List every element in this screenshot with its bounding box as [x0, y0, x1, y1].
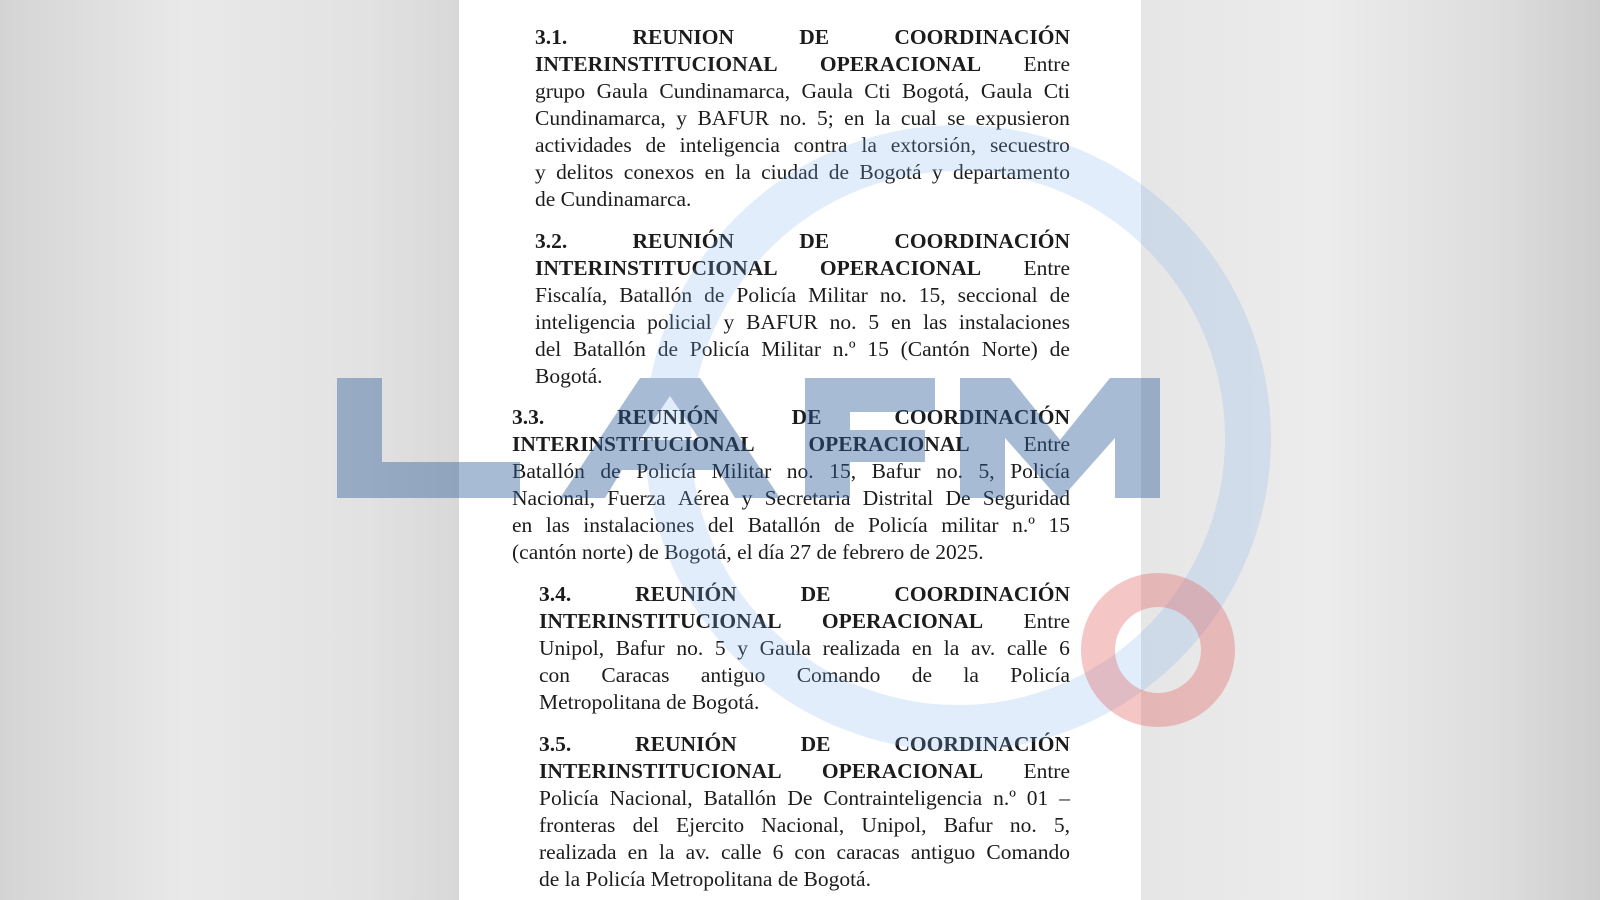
word: (Cantón: [900, 337, 970, 361]
word: la: [874, 106, 891, 130]
word: REUNION: [632, 25, 735, 49]
word: av.: [685, 840, 710, 864]
word: Unipol,: [861, 813, 927, 837]
word: 3.1.: [535, 25, 568, 49]
word: secuestro: [989, 133, 1070, 157]
document-line: [539, 812, 1070, 839]
word: Norte): [981, 337, 1038, 361]
document-line: [535, 24, 1070, 51]
word: Policía: [1010, 663, 1070, 687]
word: 5: [868, 310, 880, 334]
word: no.: [879, 283, 907, 307]
word: n.º: [1012, 513, 1035, 537]
document-line: [539, 608, 1070, 635]
document-line: [535, 255, 1070, 282]
word: BAFUR: [746, 310, 818, 334]
word: Fuerza: [607, 486, 666, 510]
word: realizada: [822, 636, 901, 660]
document-line: [535, 228, 1070, 255]
document-line: [535, 309, 1070, 336]
word: n.º: [993, 786, 1016, 810]
word: no.: [786, 459, 814, 483]
word: OPERACIONAL: [808, 432, 970, 456]
word: contra: [793, 133, 848, 157]
word: realizada: [539, 840, 617, 864]
word: no.: [829, 310, 857, 334]
word: COORDINACIÓN: [894, 25, 1070, 49]
word: Policía: [1010, 459, 1070, 483]
document-line: [535, 51, 1070, 78]
word: Cti: [1043, 79, 1070, 103]
word: Cti: [864, 79, 891, 103]
word: 3.3.: [512, 405, 545, 429]
document-line: [535, 78, 1070, 105]
background-blur-right: [1141, 0, 1600, 900]
word: DE: [800, 582, 831, 606]
word: no.: [676, 636, 704, 660]
word: Policía: [636, 459, 696, 483]
word: 3.5.: [539, 732, 572, 756]
word: REUNIÓN: [632, 229, 735, 253]
word: ciudad: [761, 160, 819, 184]
document-line: [535, 105, 1070, 132]
word: Seguridad: [982, 486, 1070, 510]
word: Comando: [986, 840, 1070, 864]
word: policial: [647, 310, 712, 334]
word: de: [645, 133, 666, 157]
word: INTERINSTITUCIONAL: [539, 759, 782, 783]
word: Gaula: [980, 79, 1033, 103]
background-blur-left: [0, 0, 459, 900]
document-page: [459, 0, 1141, 900]
document-line: [512, 512, 1070, 539]
word: inteligencia: [535, 310, 636, 334]
word: con: [539, 663, 571, 687]
word: no.: [1009, 813, 1037, 837]
document-line: [535, 336, 1070, 363]
word: la: [659, 840, 675, 864]
word: Batallón: [573, 337, 646, 361]
document-line-last: de la Policía Metropolitana de Bogotá.: [539, 867, 871, 891]
document-line-last: Metropolitana de Bogotá.: [539, 690, 760, 714]
word: y: [931, 160, 943, 184]
word: del: [535, 337, 562, 361]
word: Militar: [761, 337, 821, 361]
word: Entre: [1023, 609, 1070, 633]
word: 15: [867, 337, 889, 361]
word: actividades: [535, 133, 632, 157]
word: grupo: [535, 79, 586, 103]
word: COORDINACIÓN: [894, 229, 1070, 253]
word: del: [632, 813, 659, 837]
word: Batallón: [703, 786, 777, 810]
word: la: [735, 160, 751, 184]
word: la: [861, 133, 877, 157]
word: Nacional,: [609, 786, 693, 810]
word: DE: [799, 229, 830, 253]
word: 01: [1026, 786, 1049, 810]
word: 15,: [918, 283, 946, 307]
word: y: [737, 636, 748, 660]
word: conexos: [623, 160, 695, 184]
word: Batallón: [512, 459, 585, 483]
word: Cundinamarca,: [535, 106, 666, 130]
word: del: [707, 513, 735, 537]
word: 15: [1048, 513, 1070, 537]
word: en: [891, 310, 912, 334]
word: en: [844, 106, 865, 130]
word: Bafur: [943, 813, 993, 837]
word: Gaula: [801, 79, 853, 103]
document-line: [539, 758, 1070, 785]
document-line: [535, 282, 1070, 309]
word: se: [947, 106, 966, 130]
word: y: [741, 486, 753, 510]
document-line: [539, 635, 1070, 662]
word: 6: [1059, 636, 1070, 660]
word: 6: [772, 840, 784, 864]
word: en: [911, 636, 933, 660]
word: DE: [791, 405, 822, 429]
word: Comando: [796, 663, 881, 687]
word: REUNIÓN: [635, 732, 737, 756]
word: calle: [1006, 636, 1048, 660]
document-line: [512, 404, 1070, 431]
word: Aérea: [677, 486, 730, 510]
word: Bogotá,: [902, 79, 970, 103]
document-line-last: Bogotá.: [535, 364, 603, 388]
document-line-last: (cantón norte) de Bogotá, el día 27 de febrero de 2025.: [512, 540, 984, 564]
word: de: [704, 283, 725, 307]
word: Batallón: [619, 283, 693, 307]
word: Batallón: [747, 513, 821, 537]
word: OPERACIONAL: [819, 52, 982, 76]
word: –: [1059, 786, 1070, 810]
document-line-last: de Cundinamarca.: [535, 187, 692, 211]
word: COORDINACIÓN: [894, 582, 1070, 606]
word: Distrital: [862, 486, 934, 510]
word: inteligencia: [679, 133, 780, 157]
word: Fiscalía,: [535, 283, 608, 307]
word: Ejercito: [676, 813, 745, 837]
document-line: [539, 662, 1070, 689]
word: Policía: [539, 786, 599, 810]
section-3-1: [535, 24, 1070, 213]
document-line: [535, 132, 1070, 159]
document-line: [535, 159, 1070, 186]
word: DE: [800, 732, 831, 756]
word: Gaula: [759, 636, 811, 660]
word: Bafur: [615, 636, 665, 660]
word: av.: [970, 636, 996, 660]
word: de: [911, 663, 932, 687]
word: INTERINSTITUCIONAL: [535, 256, 778, 280]
word: instalaciones: [583, 513, 695, 537]
word: seccional: [957, 283, 1038, 307]
word: delitos: [556, 160, 614, 184]
word: OPERACIONAL: [821, 759, 984, 783]
word: Militar: [711, 459, 772, 483]
word: Nacional,: [761, 813, 845, 837]
word: n.º: [832, 337, 856, 361]
word: Secretaria: [764, 486, 851, 510]
word: la: [943, 636, 960, 660]
word: 5;: [816, 106, 834, 130]
word: 5,: [978, 459, 995, 483]
document-line: [539, 731, 1070, 758]
word: Entre: [1023, 432, 1070, 456]
word: instalaciones: [958, 310, 1070, 334]
word: INTERINSTITUCIONAL: [535, 52, 778, 76]
word: 5,: [1053, 813, 1070, 837]
word: 5: [714, 636, 726, 660]
section-3-5: [539, 731, 1070, 893]
word: Contrainteligencia: [823, 786, 983, 810]
word: la: [963, 663, 979, 687]
word: 15,: [829, 459, 857, 483]
word: expusieron: [975, 106, 1070, 130]
word: Gaula: [596, 79, 648, 103]
word: De: [945, 486, 971, 510]
word: de: [828, 160, 850, 184]
word: COORDINACIÓN: [894, 732, 1070, 756]
word: fronteras: [539, 813, 616, 837]
word: Caracas: [601, 663, 670, 687]
word: de: [1049, 337, 1070, 361]
word: departamento: [952, 160, 1070, 184]
document-line: [512, 485, 1070, 512]
word: y: [723, 310, 735, 334]
word: Bogotá: [859, 160, 922, 184]
word: Nacional,: [512, 486, 595, 510]
word: antiguo: [910, 840, 976, 864]
word: REUNIÓN: [635, 582, 737, 606]
word: de: [657, 337, 678, 361]
section-3-3: [512, 404, 1070, 566]
word: y: [535, 160, 546, 184]
section-3-2: [535, 228, 1070, 390]
word: en: [512, 513, 533, 537]
word: cual: [900, 106, 937, 130]
section-3-4: [539, 581, 1070, 716]
document-line: [539, 581, 1070, 608]
word: De: [787, 786, 813, 810]
word: militar: [941, 513, 999, 537]
word: Militar: [808, 283, 868, 307]
word: con: [794, 840, 826, 864]
word: OPERACIONAL: [821, 609, 984, 633]
word: Policía: [867, 513, 928, 537]
word: Cundinamarca,: [659, 79, 791, 103]
word: de: [1049, 283, 1070, 307]
word: REUNIÓN: [617, 405, 719, 429]
document-line: [539, 785, 1070, 812]
word: de: [600, 459, 621, 483]
word: Policía: [689, 337, 750, 361]
word: Policía: [736, 283, 797, 307]
document-line: [539, 839, 1070, 866]
word: INTERINSTITUCIONAL: [539, 609, 782, 633]
word: COORDINACIÓN: [894, 405, 1070, 429]
word: extorsión,: [890, 133, 977, 157]
word: Entre: [1023, 759, 1070, 783]
document-line: [512, 431, 1070, 458]
word: no.: [936, 459, 963, 483]
word: 3.4.: [539, 582, 572, 606]
word: Bafur: [871, 459, 921, 483]
word: no.: [779, 106, 807, 130]
word: de: [834, 513, 855, 537]
word: OPERACIONAL: [819, 256, 982, 280]
word: caracas: [836, 840, 900, 864]
document-line: [512, 458, 1070, 485]
word: Entre: [1023, 256, 1070, 280]
word: y: [676, 106, 687, 130]
word: INTERINSTITUCIONAL: [512, 432, 755, 456]
word: Unipol,: [539, 636, 605, 660]
word: en: [704, 160, 725, 184]
word: Entre: [1023, 52, 1070, 76]
word: en: [627, 840, 648, 864]
word: DE: [799, 25, 830, 49]
word: antiguo: [700, 663, 766, 687]
word: las: [923, 310, 948, 334]
word: calle: [720, 840, 762, 864]
word: las: [545, 513, 570, 537]
word: 3.2.: [535, 229, 568, 253]
word: BAFUR: [697, 106, 770, 130]
